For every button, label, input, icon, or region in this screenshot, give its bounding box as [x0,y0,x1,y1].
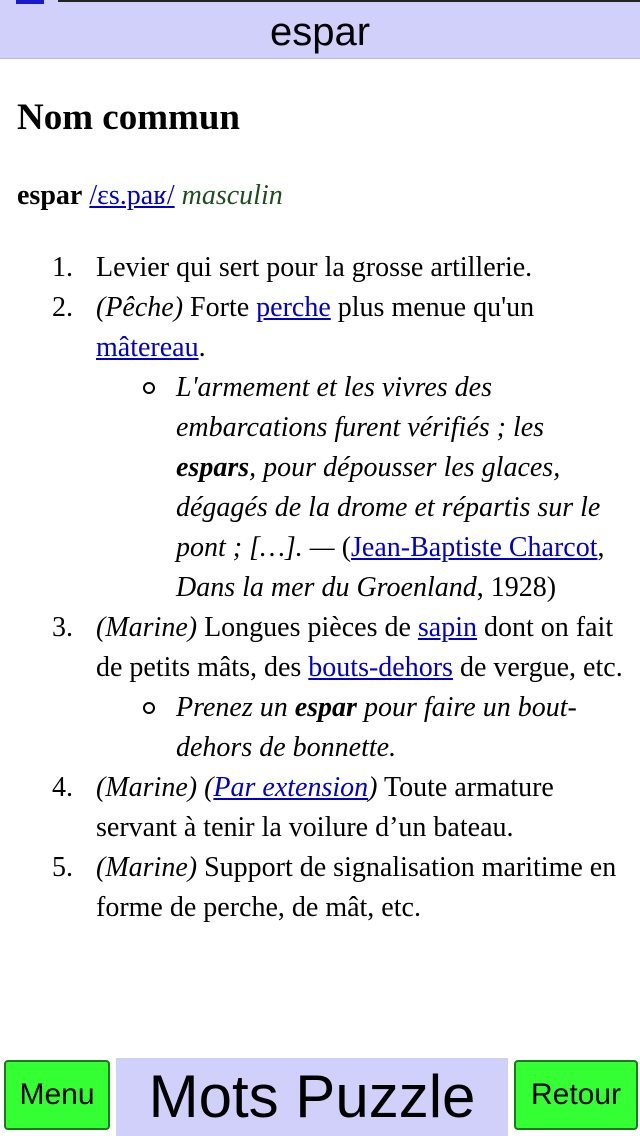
definition-item [0,768,640,848]
headword-line [17,176,283,216]
part-of-speech-heading: Nom commun [17,97,241,138]
citation-paren: ( [341,532,352,563]
example-item [96,688,628,768]
example-list [96,368,628,608]
app-title: Mots Puzzle [116,1058,508,1136]
top-corner-link[interactable] [16,0,44,4]
definition-text: plus menue qu'un [330,292,535,323]
header-divider [58,0,640,2]
citation-work: Dans la mer du Groenland [176,572,477,603]
paren-open: ( [197,772,214,803]
example-item [96,368,628,608]
link-sapin[interactable]: sapin [417,612,478,643]
example-keyword: espar [294,692,357,723]
citation-date: , 1928) [476,572,557,603]
domain-label: (Marine) [96,612,198,643]
definition-number: 4. [52,772,73,803]
definition-number: 2. [52,292,73,323]
example-text: Prenez un [176,692,295,723]
footer-bar [0,1058,640,1136]
definition-text: dont on fait de petits mâts, des [96,612,614,683]
pronunciation-link[interactable]: /ɛs.paʁ/ [89,180,175,211]
definition-text: Support de signalisation maritime en forme de perche, de mât, etc. [96,852,617,923]
example-list [96,688,628,768]
example-text: L'armement et les vivres des embarcations furent vérifiés ; les [176,372,545,443]
definition-list [0,248,640,928]
example-text: , pour dépousser les glaces, dégagés de la drome et répartis sur le pont ; […]. — [176,452,601,563]
paren-close: ) [368,772,378,803]
domain-label: (Pêche) [96,292,184,323]
domain-label: (Marine) [96,852,198,883]
back-button[interactable]: Retour [514,1060,638,1130]
circle-bullet-icon [143,702,155,714]
link-perche[interactable]: perche [256,292,331,323]
definition-item [0,288,640,608]
definition-text: . [198,332,206,363]
domain-label: (Marine) [96,772,198,803]
citation-comma: , [597,532,605,563]
author-link[interactable]: Jean-Baptiste Charcot [351,532,598,563]
link-par-extension[interactable]: Par extension [213,772,369,803]
definition-text: Forte [183,292,257,323]
definition-text: Toute armature servant à tenir la voilure d’un bateau. [96,772,554,843]
definition-item [0,608,640,768]
definition-number: 3. [52,612,73,643]
header-bar [0,0,640,59]
definition-text: de vergue, etc. [452,652,623,683]
definition-number: 1. [52,252,73,283]
definition-content[interactable] [0,58,640,1058]
definition-number: 5. [52,852,73,883]
definition-item [0,848,640,928]
example-keyword: espars [176,452,250,483]
headword: espar [17,180,83,211]
link-bouts-dehors[interactable]: bouts-dehors [308,652,453,683]
definition-item [0,248,640,288]
example-text: pour faire un bout-dehors de bonnette. [176,692,577,763]
gender-label: masculin [181,180,283,211]
page-title: espar [269,10,371,54]
definition-text: Longues pièces de [197,612,418,643]
menu-button[interactable]: Menu [4,1060,110,1130]
definition-text: Levier qui sert pour la grosse artillerie. [96,252,533,283]
circle-bullet-icon [143,382,155,394]
link-matereau[interactable]: mâtereau [96,332,199,363]
